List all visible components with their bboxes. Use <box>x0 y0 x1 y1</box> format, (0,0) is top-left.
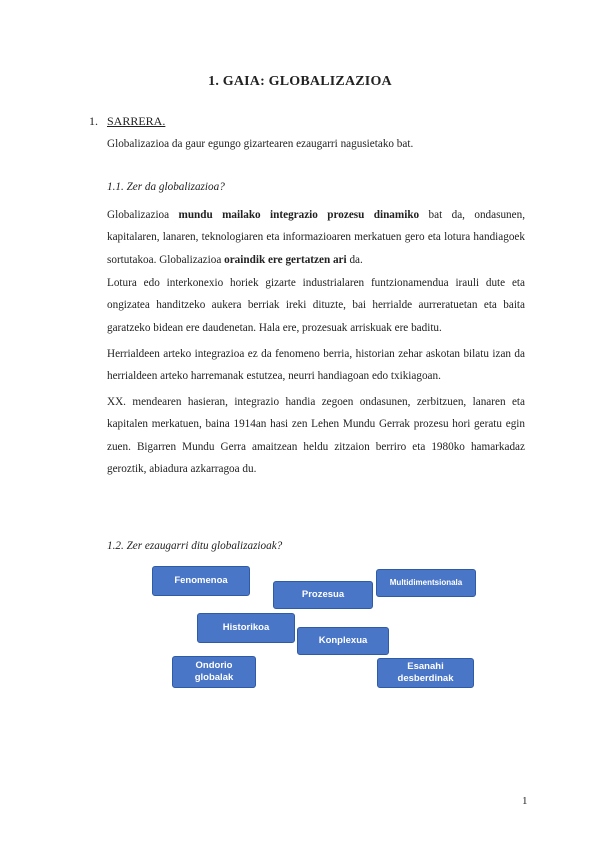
intro-paragraph: Globalizazioa da gaur egungo gizartearen ezaugarri nagusietako bat. <box>107 138 414 150</box>
page-number: 1 <box>522 795 528 807</box>
definition-emphasis: mundu mailako integrazio prozesu dinamiko <box>178 209 420 221</box>
diagram-box-prozesua: Prozesua <box>273 581 373 609</box>
subsection-heading-1: 1.1. Zer da globalizazioa? <box>107 181 225 193</box>
diagram-box-fenomenoa: Fenomenoa <box>152 566 250 596</box>
interconnection-paragraph: Lotura edo interkonexio horiek gizarte industrialaren funtzionamendua irauli dute eta ongizatea handitzeko aukera berriak ireki dituzte, bai herrialde aurreratuetan eta baita garatzeko bidean ere daudenetan. Hala ere, prozesuak arriskuak ere baditu. <box>107 277 525 334</box>
definition-text: Globalizazioa <box>107 209 179 221</box>
history-paragraph: Herrialdeen arteko integrazioa ez da fenomeno berria, historian zehar askotan bilatu izan da herrialdeen arteko harremanak estutzea, neurri handiagoan edo txikiagoan. <box>107 348 525 383</box>
definition-paragraph <box>107 204 525 271</box>
diagram-box-konplexua: Konplexua <box>297 627 389 655</box>
diagram-box-historikoa: Historikoa <box>197 613 295 643</box>
diagram-box-multidimentsionala: Multidimentsionala <box>376 569 476 597</box>
definition-text-cont: bat da, ondasunen, kapitalaren, lanaren, teknologiaren eta informazioaren merkatuen gero eta lotura handiagoek sortutakoa. Globalizazioa <box>107 209 525 266</box>
diagram-box-ondorio-globalak: Ondorio globalak <box>172 656 256 688</box>
section-heading: SARRERA. <box>107 114 166 128</box>
ongoing-emphasis: oraindik ere gertatzen ari <box>224 253 347 266</box>
definition-end: da. <box>346 253 363 266</box>
diagram-box-esanahi-desberdinak: Esanahi desberdinak <box>377 658 474 688</box>
twentieth-century-paragraph: XX. mendearen hasieran, integrazio handia zegoen ondasunen, zerbitzuen, lanaren eta kapitalen merkatuen, baina 1914an hasi zen Lehen Mundu Gerrak prozesu hori geratu egin zuen. Bigarren Mundu Gerra amaitzean heldu zitzaion berriro eta 1980ko hamarkadaz geroztik, abiadura azkarragoa du. <box>107 396 525 476</box>
section-number: 1. <box>89 114 98 128</box>
document-title: 1. GAIA: GLOBALIZAZIOA <box>208 74 392 89</box>
subsection-heading-2: 1.2. Zer ezaugarri ditu globalizazioak? <box>107 540 283 552</box>
